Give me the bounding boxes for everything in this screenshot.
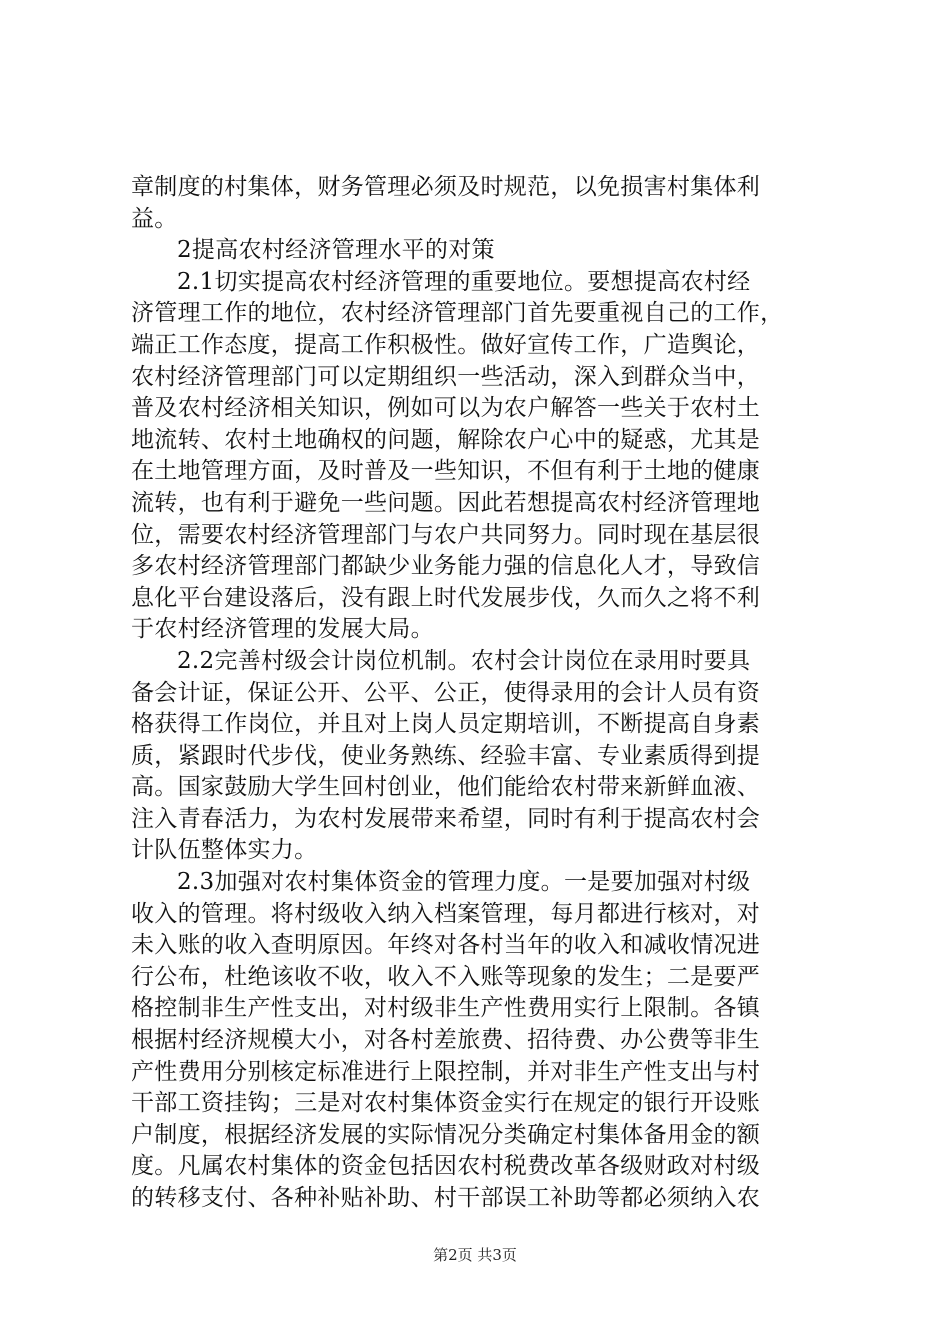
- text-line: 普及农村经济相关知识，例如可以为农户解答一些关于农村土: [131, 395, 761, 422]
- page-footer: 第2页 共3页: [433, 1246, 517, 1264]
- text-line: 根据村经济规模大小，对各村差旅费、招待费、办公费等非生: [131, 1027, 761, 1054]
- text-line: 度。凡属农村集体的资金包括因农村税费改革各级财政对村级: [131, 1153, 761, 1180]
- text-line: 端正工作态度，提高工作积极性。做好宣传工作，广造舆论，: [131, 331, 761, 358]
- text-line: 2.2完善村级会计岗位机制。农村会计岗位在录用时要具: [177, 647, 751, 674]
- text-line: 质，紧跟时代步伐，使业务熟练、经验丰富、专业素质得到提: [131, 742, 761, 769]
- text-line: 注入青春活力，为农村发展带来希望，同时有利于提高农村会: [131, 805, 761, 832]
- text-line: 流转，也有利于避免一些问题。因此若想提高农村经济管理地: [131, 489, 761, 516]
- text-line: 收入的管理。将村级收入纳入档案管理，每月都进行核对，对: [131, 900, 761, 927]
- text-line: 多农村经济管理部门都缺少业务能力强的信息化人才，导致信: [131, 553, 761, 580]
- text-line: 行公布，杜绝该收不收，收入不入账等现象的发生；二是要严: [131, 963, 761, 990]
- text-line: 章制度的村集体，财务管理必须及时规范，以免损害村集体利: [131, 174, 761, 200]
- text-line: 计队伍整体实力。: [131, 837, 318, 864]
- text-line: 产性费用分别核定标准进行上限控制，并对非生产性支出与村: [131, 1058, 761, 1085]
- text-line: 高。国家鼓励大学生回村创业，他们能给农村带来新鲜血液、: [131, 774, 761, 801]
- text-line: 在土地管理方面，及时普及一些知识，不但有利于土地的健康: [131, 458, 761, 485]
- text-line: 格获得工作岗位，并且对上岗人员定期培训，不断提高自身素: [131, 711, 761, 738]
- text-line: 备会计证，保证公开、公平、公正，使得录用的会计人员有资: [131, 679, 761, 706]
- text-line: 地流转、农村土地确权的问题，解除农户心中的疑惑，尤其是: [131, 426, 761, 453]
- text-line: 未入账的收入查明原因。年终对各村当年的收入和减收情况进: [131, 932, 761, 959]
- text-line: 息化平台建设落后，没有跟上时代发展步伐，久而久之将不利: [131, 584, 761, 611]
- text-line: 干部工资挂钩；三是对农村集体资金实行在规定的银行开设账: [131, 1090, 761, 1117]
- text-line: 2.3加强对农村集体资金的管理力度。一是要加强对村级: [177, 869, 751, 896]
- text-line: 农村经济管理部门可以定期组织一些活动，深入到群众当中，: [131, 363, 761, 390]
- text-line: 格控制非生产性支出，对村级非生产性费用实行上限制。各镇: [131, 995, 761, 1022]
- text-line: 益。: [131, 205, 178, 232]
- text-line: 2提高农村经济管理水平的对策: [177, 237, 495, 264]
- text-line: 济管理工作的地位，农村经济管理部门首先要重视自己的工作，: [131, 300, 784, 327]
- body-text: [131, 172, 831, 1215]
- text-line: 位，需要农村经济管理部门与农户共同努力。同时现在基层很: [131, 521, 761, 548]
- text-line: 2.1切实提高农村经济管理的重要地位。要想提高农村经: [177, 268, 751, 295]
- text-line: 的转移支付、各种补贴补助、村干部误工补助等都必须纳入农: [131, 1185, 761, 1211]
- text-line: 于农村经济管理的发展大局。: [131, 616, 434, 643]
- text-line: 户制度，根据经济发展的实际情况分类确定村集体备用金的额: [131, 1121, 761, 1148]
